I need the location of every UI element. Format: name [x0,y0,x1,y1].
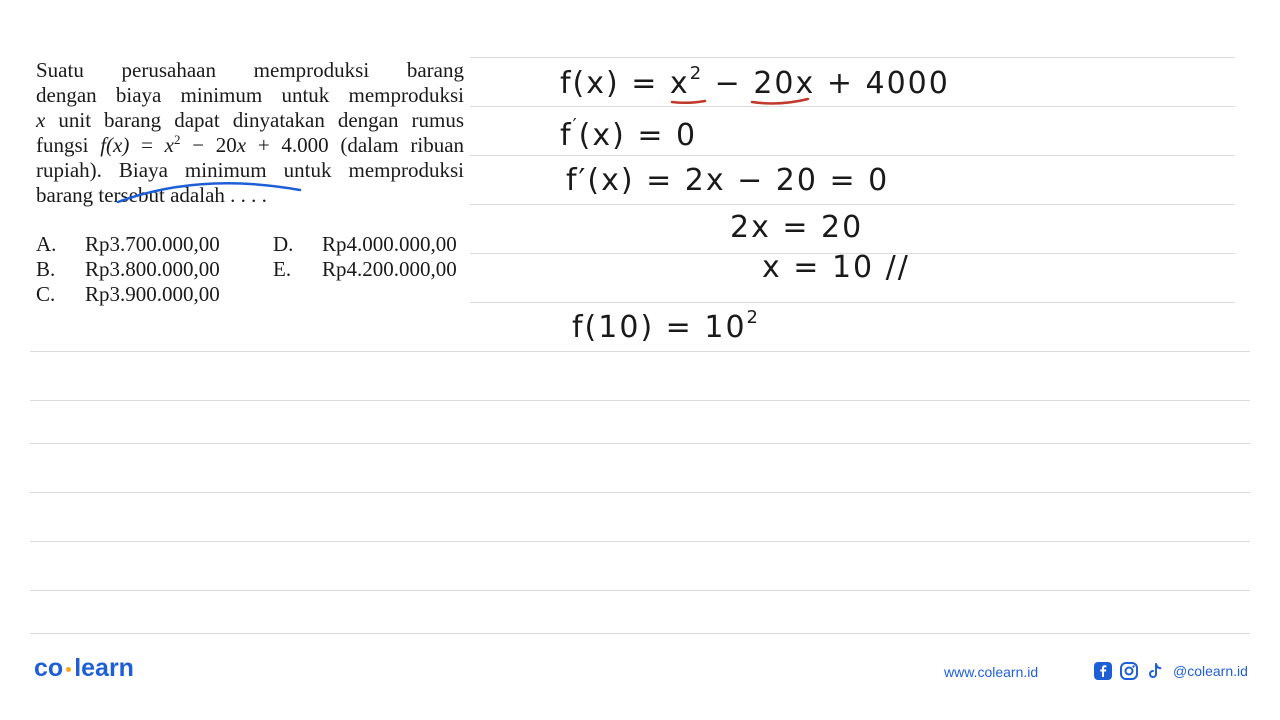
tiktok-icon[interactable] [1145,661,1165,681]
work-line-4: 2x = 20 [730,210,864,245]
problem-line: barang tersebut adalah . . . . [36,183,267,207]
exponent: 2 [689,63,704,84]
option-row [36,257,510,282]
function-notation: f(x) [100,133,130,157]
ruled-line [470,204,1235,205]
option-letter: C. [36,282,56,306]
option-value: Rp3.800.000,00 [85,257,220,281]
work-text: f [560,118,573,153]
ruled-line [470,57,1235,58]
work-line-3: f′(x) = 2x − 20 = 0 [566,163,890,198]
ruled-line [30,443,1250,444]
option-letter: D. [273,232,294,256]
problem-line: dengan biaya minimum untuk memproduksi [36,83,464,107]
work-line-2 [560,115,698,153]
ruled-line [470,155,1235,156]
problem-line-text: fungsi [36,133,89,157]
work-line-1 [560,63,950,101]
work-line-5: x = 10 // [762,250,910,285]
variable-x: x [164,133,174,157]
problem-text [36,58,464,208]
equals-sign: = [141,133,153,157]
work-text: f(x) = x [560,66,690,101]
problem-line: rupiah). Biaya minimum untuk memproduksi [36,158,464,182]
exponent: 2 [173,132,181,147]
problem-line [36,133,464,158]
option-row [36,232,510,257]
option-row [36,282,510,307]
ruled-line [30,351,1250,352]
facebook-icon[interactable] [1093,661,1113,681]
ruled-line [30,541,1250,542]
exponent: 2 [746,307,760,328]
work-text: (x) = 0 [578,118,698,153]
ruled-line [30,492,1250,493]
work-line-6 [572,307,760,345]
option-value: Rp3.900.000,00 [85,282,220,306]
ruled-line [30,400,1250,401]
work-text: − 20x + 4000 [703,66,950,101]
ruled-line [30,633,1250,634]
variable-x: x [36,108,46,132]
logo-text: learn [74,654,134,682]
social-handle[interactable]: @colearn.id [1173,663,1248,679]
ruled-line [470,302,1235,303]
problem-line-text: + 4.000 (dalam ribuan [257,133,465,157]
option-letter: E. [273,257,292,281]
social-links [1093,661,1248,681]
variable-x: x [236,133,247,157]
ruled-line [30,590,1250,591]
answer-options [36,232,510,307]
colearn-logo[interactable] [34,654,134,683]
problem-line-text: unit barang dapat dinyatakan dengan rumus [58,108,465,132]
option-value: Rp3.700.000,00 [85,232,220,256]
problem-line: Suatu perusahaan memproduksi barang [36,58,464,82]
instagram-icon[interactable] [1119,661,1139,681]
website-link[interactable]: www.colearn.id [944,664,1039,680]
problem-line [36,108,464,133]
ruled-line [470,106,1235,107]
option-value: Rp4.000.000,00 [322,232,457,256]
coefficient: − 20 [192,133,237,157]
prime-mark: ′ [572,115,579,136]
option-letter: A. [36,232,57,256]
option-letter: B. [36,257,56,281]
underline-x-squared [672,101,705,103]
logo-dot [66,667,71,672]
option-value: Rp4.200.000,00 [322,257,457,281]
logo-text: co [34,654,64,682]
work-text: f(10) = 10 [572,310,747,345]
